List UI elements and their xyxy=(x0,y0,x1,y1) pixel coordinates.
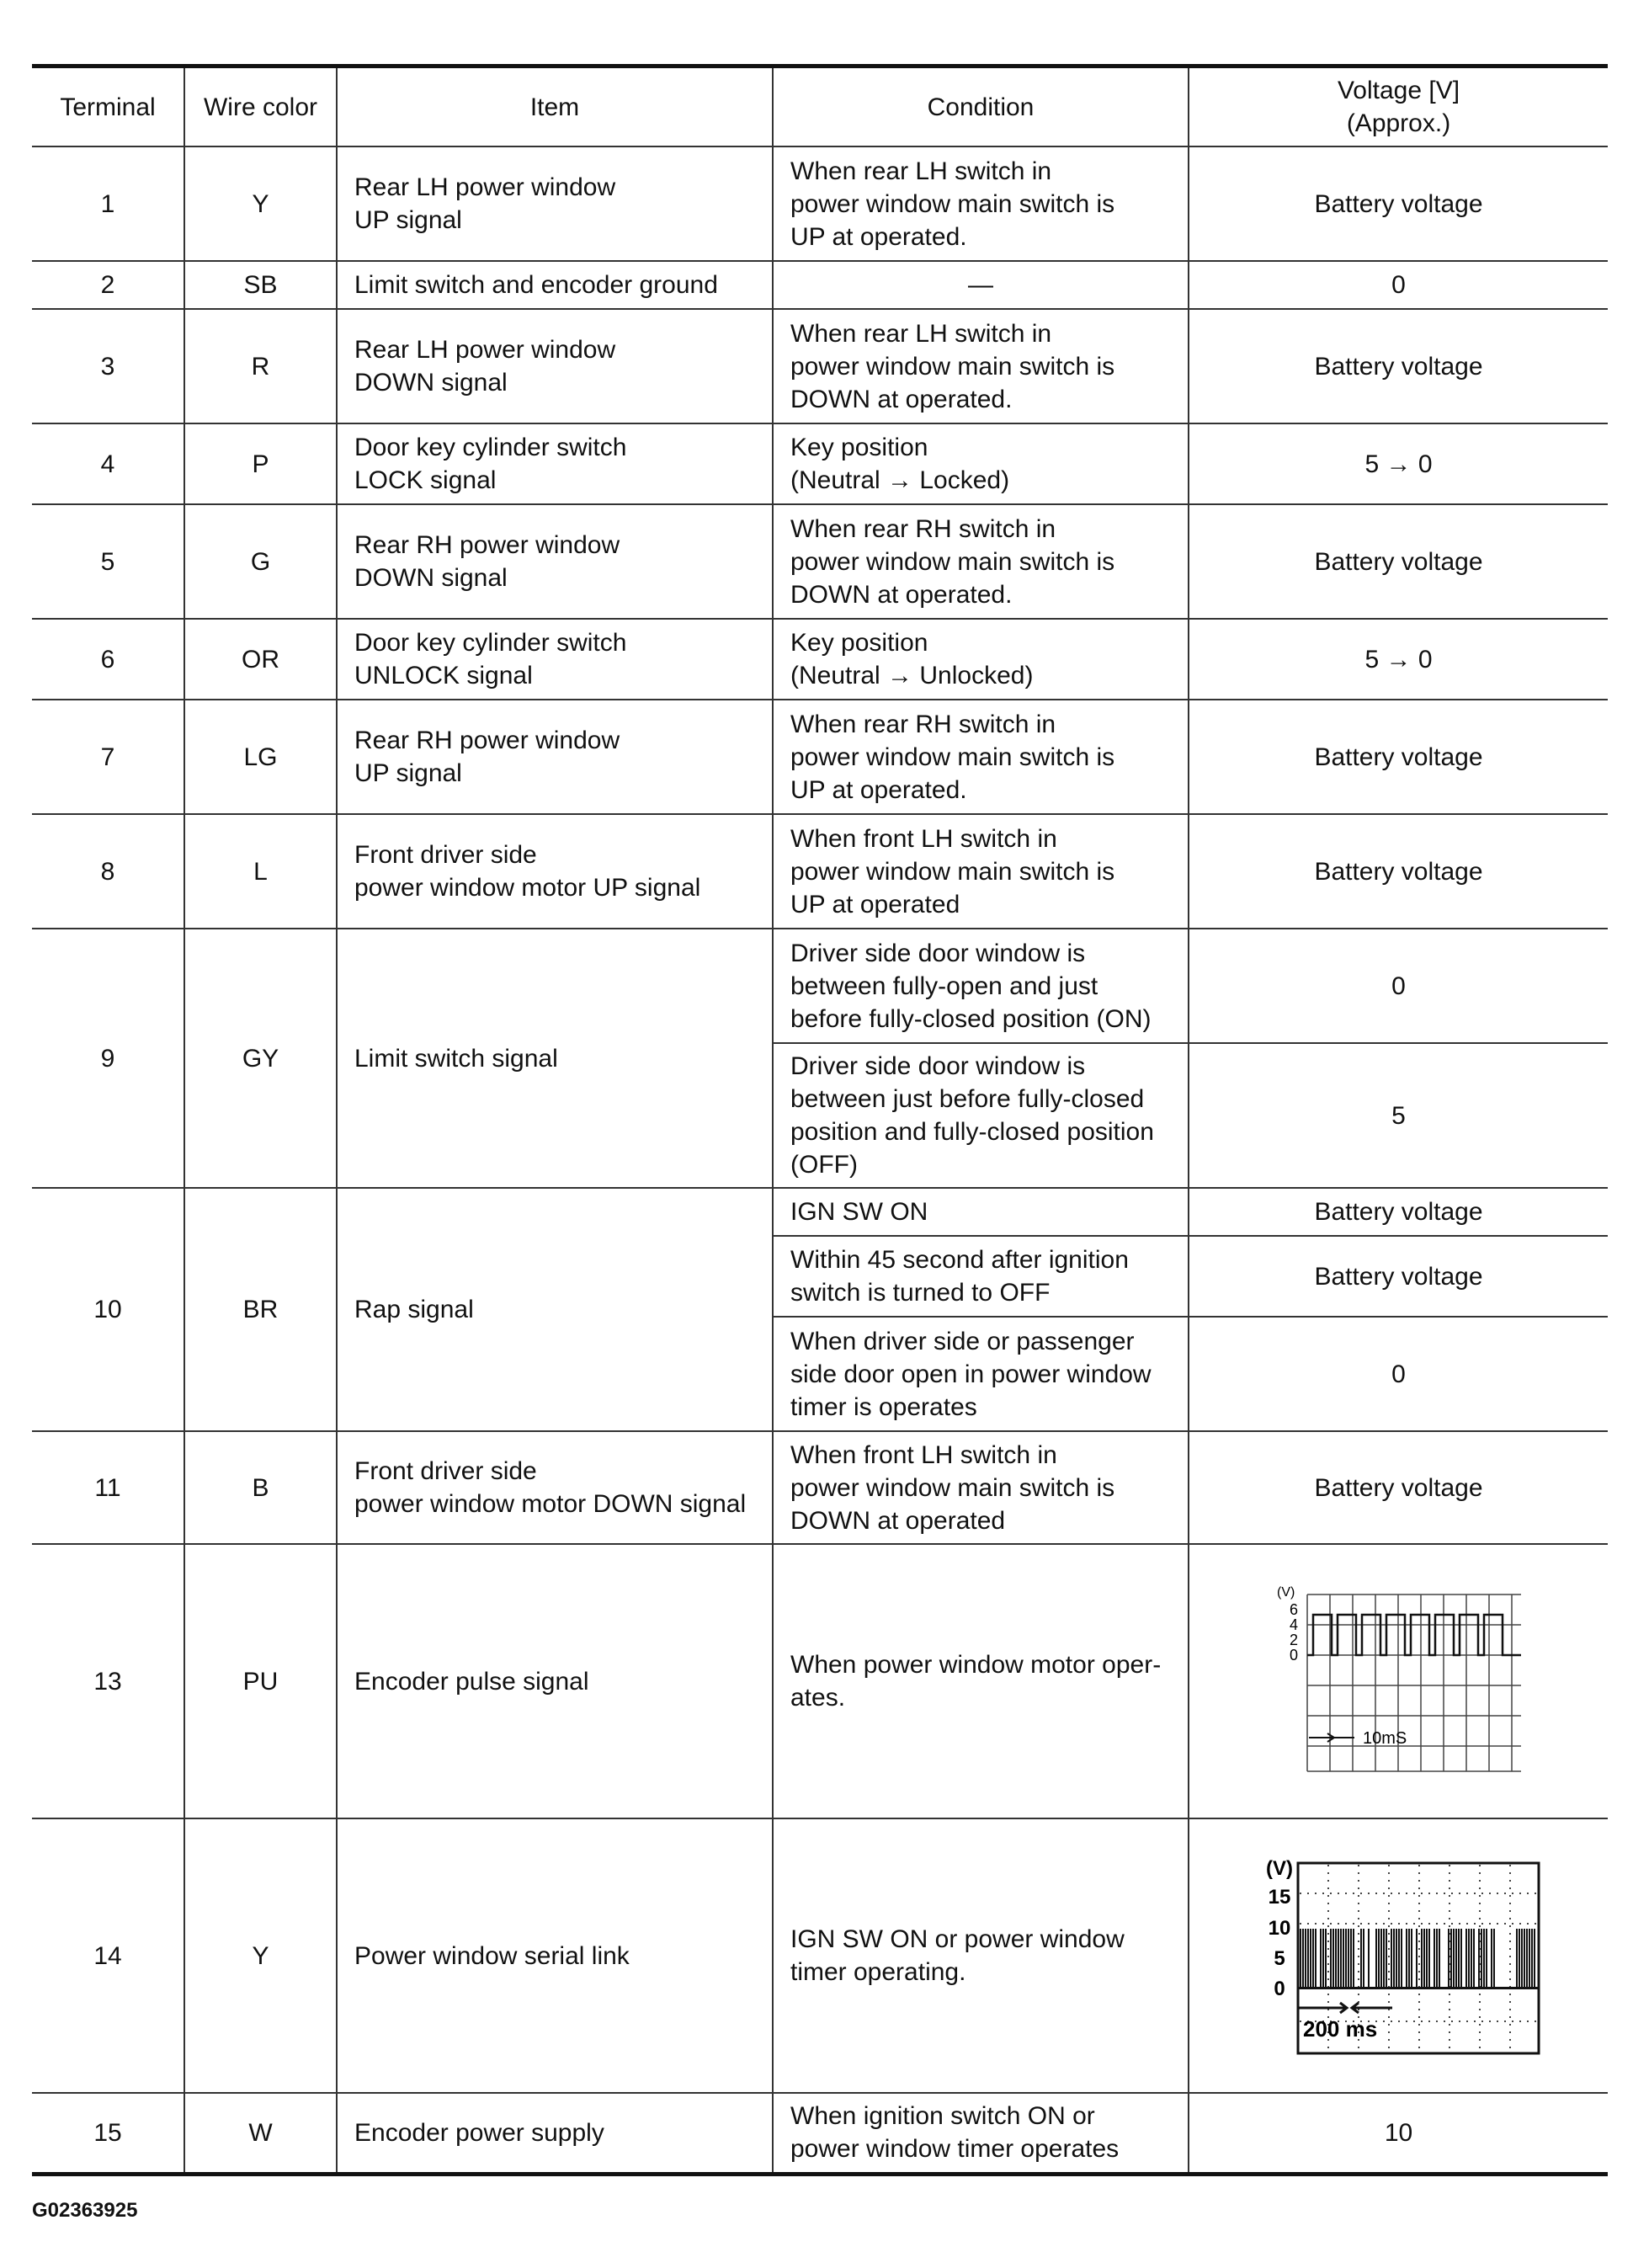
waveform-unit-label: (V) xyxy=(1265,1857,1293,1880)
terminal-cell: 15 xyxy=(32,2093,184,2174)
condition-cell: Within 45 second after ignition switch is turned to OFF xyxy=(773,1236,1189,1317)
condition-cell: When rear RH switch in power window main switch is DOWN at operated. xyxy=(773,504,1189,619)
condition-cell: When power window motor oper- ates. xyxy=(773,1544,1189,1818)
condition-cell: When rear LH switch in power window main switch is UP at operated. xyxy=(773,146,1189,261)
item-cell: Rear RH power window UP signal xyxy=(337,700,773,814)
waveform-tick-label: 0 xyxy=(1273,1978,1285,2000)
voltage-cell: 5 → 0 xyxy=(1189,423,1608,504)
wire-color-cell: Y xyxy=(184,1818,337,2093)
voltage-cell xyxy=(1189,1818,1608,2093)
timebase-arrow-icon xyxy=(1309,1733,1354,1742)
voltage-cell: 5 → 0 xyxy=(1189,619,1608,700)
voltage-cell: 0 xyxy=(1189,1317,1608,1431)
table-row xyxy=(32,2093,1608,2174)
waveform-timebase-label: 10mS xyxy=(1362,1729,1407,1748)
header-voltage: Voltage [V] (Approx.) xyxy=(1189,67,1608,147)
condition-cell: When ignition switch ON or power window timer operates xyxy=(773,2093,1189,2174)
header-row xyxy=(32,67,1608,147)
item-cell: Rear RH power window DOWN signal xyxy=(337,504,773,619)
waveform-timebase-label: 200 ms xyxy=(1302,2016,1377,2042)
terminal-cell: 13 xyxy=(32,1544,184,1818)
waveform-tick-label: 5 xyxy=(1273,1947,1285,1970)
table-row xyxy=(32,619,1608,700)
terminal-cell: 7 xyxy=(32,700,184,814)
waveform-tick-label: 15 xyxy=(1268,1886,1290,1909)
wire-color-cell: R xyxy=(184,309,337,423)
condition-cell: Key position (Neutral → Unlocked) xyxy=(773,619,1189,700)
condition-cell: Driver side door window is between fully-open and just before fully-closed position (ON) xyxy=(773,929,1189,1043)
table-row xyxy=(32,423,1608,504)
voltage-cell: Battery voltage xyxy=(1189,309,1608,423)
condition-cell: IGN SW ON xyxy=(773,1188,1189,1236)
terminal-cell: 5 xyxy=(32,504,184,619)
table-row xyxy=(32,814,1608,929)
header-terminal: Terminal xyxy=(32,67,184,147)
terminal-table-sheet xyxy=(32,64,1608,2176)
table-row xyxy=(32,309,1608,423)
condition-cell: Key position (Neutral → Locked) xyxy=(773,423,1189,504)
item-cell: Limit switch signal xyxy=(337,929,773,1188)
item-cell: Power window serial link xyxy=(337,1818,773,2093)
terminal-cell: 1 xyxy=(32,146,184,261)
figure-id: G02363925 xyxy=(32,2199,138,2222)
header-condition: Condition xyxy=(773,67,1189,147)
terminal-cell: 10 xyxy=(32,1188,184,1431)
table-row xyxy=(32,700,1608,814)
terminal-cell: 11 xyxy=(32,1431,184,1544)
condition-cell: When rear LH switch in power window main switch is DOWN at operated. xyxy=(773,309,1189,423)
voltage-cell: 0 xyxy=(1189,929,1608,1043)
wire-color-cell: SB xyxy=(184,261,337,309)
table-row xyxy=(32,1544,1608,1818)
item-cell: Rear LH power window DOWN signal xyxy=(337,309,773,423)
waveform-tick-label: 10 xyxy=(1268,1917,1290,1940)
terminal-cell: 9 xyxy=(32,929,184,1188)
terminal-cell: 4 xyxy=(32,423,184,504)
table-row xyxy=(32,146,1608,261)
waveform-tick-label: 0 xyxy=(1289,1647,1298,1664)
table-row xyxy=(32,504,1608,619)
voltage-cell: 10 xyxy=(1189,2093,1608,2174)
voltage-cell: Battery voltage xyxy=(1189,504,1608,619)
condition-cell: When front LH switch in power window main switch is DOWN at operated xyxy=(773,1431,1189,1544)
table-row xyxy=(32,1818,1608,2093)
voltage-cell: Battery voltage xyxy=(1189,1236,1608,1317)
wire-color-cell: B xyxy=(184,1431,337,1544)
waveform-unit-label: (V) xyxy=(1276,1585,1295,1600)
item-cell: Front driver side power window motor UP signal xyxy=(337,814,773,929)
wire-color-cell: GY xyxy=(184,929,337,1188)
waveform-tick-label: 6 xyxy=(1289,1601,1298,1618)
waveform-trace xyxy=(1298,1929,1539,1989)
voltage-cell: Battery voltage xyxy=(1189,814,1608,929)
voltage-cell: Battery voltage xyxy=(1189,700,1608,814)
wire-color-cell: PU xyxy=(184,1544,337,1818)
item-cell: Encoder pulse signal xyxy=(337,1544,773,1818)
item-cell: Limit switch and encoder ground xyxy=(337,261,773,309)
item-cell: Door key cylinder switch UNLOCK signal xyxy=(337,619,773,700)
encoder-pulse-waveform xyxy=(1277,1584,1521,1778)
voltage-cell: 5 xyxy=(1189,1043,1608,1188)
header-item: Item xyxy=(337,67,773,147)
table-row xyxy=(32,261,1608,309)
item-cell: Front driver side power window motor DOWN signal xyxy=(337,1431,773,1544)
wire-color-cell: W xyxy=(184,2093,337,2174)
item-cell: Encoder power supply xyxy=(337,2093,773,2174)
wire-color-cell: OR xyxy=(184,619,337,700)
wire-color-cell: L xyxy=(184,814,337,929)
voltage-cell xyxy=(1189,1544,1608,1818)
item-cell: Rap signal xyxy=(337,1188,773,1431)
wire-color-cell: P xyxy=(184,423,337,504)
item-cell: Rear LH power window UP signal xyxy=(337,146,773,261)
terminal-cell: 2 xyxy=(32,261,184,309)
header-wire-color: Wire color xyxy=(184,67,337,147)
table-row xyxy=(32,1431,1608,1544)
wire-color-cell: Y xyxy=(184,146,337,261)
wire-color-cell: BR xyxy=(184,1188,337,1431)
table-row xyxy=(32,929,1608,1043)
condition-cell: When rear RH switch in power window main switch is UP at operated. xyxy=(773,700,1189,814)
terminal-cell: 8 xyxy=(32,814,184,929)
voltage-cell: 0 xyxy=(1189,261,1608,309)
item-cell: Door key cylinder switch LOCK signal xyxy=(337,423,773,504)
waveform-tick-label: 2 xyxy=(1289,1632,1298,1648)
terminal-cell: 14 xyxy=(32,1818,184,2093)
condition-cell: — xyxy=(773,261,1189,309)
voltage-cell: Battery voltage xyxy=(1189,1431,1608,1544)
condition-cell: Driver side door window is between just before fully-closed position and fully-closed position (OFF) xyxy=(773,1043,1189,1188)
condition-cell: When driver side or passenger side door open in power window timer is operates xyxy=(773,1317,1189,1431)
serial-link-waveform xyxy=(1256,1855,1542,2057)
voltage-cell: Battery voltage xyxy=(1189,146,1608,261)
timebase-arrow-icon xyxy=(1298,2003,1392,2013)
wire-color-cell: LG xyxy=(184,700,337,814)
waveform-tick-label: 4 xyxy=(1289,1616,1298,1633)
condition-cell: When front LH switch in power window main switch is UP at operated xyxy=(773,814,1189,929)
voltage-cell: Battery voltage xyxy=(1189,1188,1608,1236)
condition-cell: IGN SW ON or power window timer operating. xyxy=(773,1818,1189,2093)
terminal-cell: 6 xyxy=(32,619,184,700)
terminal-cell: 3 xyxy=(32,309,184,423)
table-row xyxy=(32,1188,1608,1236)
wire-color-cell: G xyxy=(184,504,337,619)
terminal-table xyxy=(32,64,1608,2176)
